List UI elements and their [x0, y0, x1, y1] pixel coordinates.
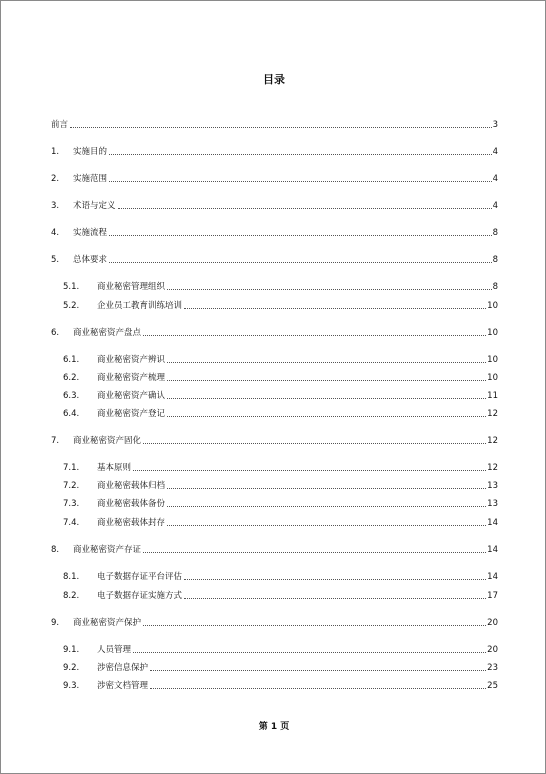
toc-entry-number: 7.: [51, 436, 60, 446]
toc-entry-page: 4: [492, 147, 498, 157]
toc-entry-page: 13: [487, 499, 498, 509]
toc-entry[interactable]: [51, 542, 498, 556]
toc-entry[interactable]: [51, 252, 498, 266]
dot-leader: [167, 416, 486, 417]
toc-entry-number: 7.2.: [63, 481, 80, 491]
toc-entry-page: 10: [487, 301, 498, 311]
toc-subentry[interactable]: [63, 460, 498, 474]
toc-entry-page: 14: [487, 572, 498, 582]
toc-subentry[interactable]: [63, 370, 498, 384]
toc-entry-number: 5.2.: [63, 301, 80, 311]
toc-entry-page: 14: [487, 545, 498, 555]
toc-entry-label: 总体要求: [73, 255, 108, 265]
dot-leader: [133, 652, 486, 653]
toc-entry-number: 7.3.: [63, 499, 80, 509]
dot-leader: [143, 625, 486, 626]
toc-subentry[interactable]: [63, 660, 498, 674]
toc-entry-page: 8: [492, 255, 498, 265]
toc-entry-number: 6.3.: [63, 391, 80, 401]
toc-entry[interactable]: [51, 325, 498, 339]
toc-entry-label: 电子数据存证实施方式: [97, 591, 183, 601]
toc-entry-page: 10: [487, 373, 498, 383]
toc-subentry[interactable]: [63, 352, 498, 366]
toc-title: 目录: [263, 73, 285, 86]
dot-leader: [109, 154, 492, 155]
toc-entry-number: 8.: [51, 545, 60, 555]
dot-leader: [167, 289, 492, 290]
toc-entry-label: 涉密信息保护: [97, 663, 149, 673]
toc-entry-number: 6.: [51, 328, 60, 338]
toc-entry-page: 4: [492, 174, 498, 184]
toc-entry-number: 8.1.: [63, 572, 80, 582]
toc-entry-label: 商业秘密载体备份: [97, 499, 166, 509]
dot-leader: [143, 443, 486, 444]
toc-subentry[interactable]: [63, 478, 498, 492]
dot-leader: [167, 380, 486, 381]
toc-subentry[interactable]: [63, 588, 498, 602]
toc-entry-page: 14: [487, 518, 498, 528]
toc-entry-page: 10: [487, 355, 498, 365]
toc-entry-label: 涉密文档管理: [97, 681, 149, 691]
toc-subentry[interactable]: [63, 496, 498, 510]
toc-subentry[interactable]: [63, 406, 498, 420]
toc-entry-number: 9.3.: [63, 681, 80, 691]
dot-leader: [184, 579, 486, 580]
toc-entry-number: 6.4.: [63, 409, 80, 419]
toc-entry-page: 11: [487, 391, 498, 401]
toc-entry-label: 人员管理: [97, 645, 132, 655]
toc-entry-page: 13: [487, 481, 498, 491]
toc-entry-number: 2.: [51, 174, 60, 184]
page-number-footer: 第 1 页: [258, 722, 290, 732]
toc-entry-label: 商业秘密资产保护: [73, 618, 142, 628]
dot-leader: [143, 335, 486, 336]
dot-leader: [118, 208, 492, 209]
toc-entry-page: 3: [492, 120, 498, 130]
toc-entry-label: 商业秘密资产确认: [97, 391, 166, 401]
dot-leader: [167, 488, 486, 489]
toc-entry-number: 4.: [51, 228, 60, 238]
toc-entry-number: 9.1.: [63, 645, 80, 655]
dot-leader: [109, 181, 492, 182]
toc-entry-label: 商业秘密资产辨识: [97, 355, 166, 365]
toc-entry[interactable]: [51, 225, 498, 239]
dot-leader: [143, 552, 486, 553]
toc-entry-number: 6.2.: [63, 373, 80, 383]
toc-entry-page: 12: [487, 463, 498, 473]
toc-entry-page: 8: [492, 228, 498, 238]
toc-subentry[interactable]: [63, 515, 498, 529]
toc-entry-page: 25: [487, 681, 498, 691]
toc-entry-label: 电子数据存证平台评估: [97, 572, 183, 582]
dot-leader: [184, 308, 486, 309]
toc-entry-page: 10: [487, 328, 498, 338]
toc-entry-label: 商业秘密资产梳理: [97, 373, 166, 383]
toc-entry-page: 17: [487, 591, 498, 601]
toc-entry-number: 9.: [51, 618, 60, 628]
toc-entry-page: 12: [487, 436, 498, 446]
toc-subentry[interactable]: [63, 298, 498, 312]
toc-subentry[interactable]: [63, 279, 498, 293]
toc-entry-page: 4: [492, 201, 498, 211]
toc-entry-page: 20: [487, 618, 498, 628]
toc-entry[interactable]: [51, 615, 498, 629]
toc-entry-label: 实施范围: [73, 174, 108, 184]
toc-entry-number: 5.1.: [63, 282, 80, 292]
toc-entry-page: 23: [487, 663, 498, 673]
toc-entry-label: 商业秘密资产盘点: [73, 328, 142, 338]
toc-entry-label: 商业秘密资产存证: [73, 545, 142, 555]
toc-entry-label: 商业秘密载体封存: [97, 518, 166, 528]
toc-subentry[interactable]: [63, 678, 498, 692]
dot-leader: [167, 362, 486, 363]
toc-entry-label: 商业秘密资产固化: [73, 436, 142, 446]
dot-leader: [133, 470, 486, 471]
toc-entry-label: 实施目的: [73, 147, 108, 157]
toc-entry-number: 7.1.: [63, 463, 80, 473]
toc-subentry[interactable]: [63, 642, 498, 656]
dot-leader: [167, 525, 486, 526]
toc-entry-number: 1.: [51, 147, 60, 157]
toc-entry-label: 术语与定义: [73, 201, 116, 211]
toc-entry-label: 商业秘密载体归档: [97, 481, 166, 491]
toc-entry-preface[interactable]: [51, 117, 498, 131]
toc-entry-label: 实施流程: [73, 228, 108, 238]
toc-subentry[interactable]: [63, 569, 498, 583]
dot-leader: [150, 670, 486, 671]
dot-leader: [109, 235, 492, 236]
toc-entry-number: 5.: [51, 255, 60, 265]
toc-entry[interactable]: [51, 144, 498, 158]
toc-entry-number: 3.: [51, 201, 60, 211]
toc-entry-number: 6.1.: [63, 355, 80, 365]
toc-entry-label: 商业秘密资产登记: [97, 409, 166, 419]
dot-leader: [184, 598, 486, 599]
dot-leader: [70, 127, 492, 128]
toc-entry-label: 前言: [51, 120, 69, 130]
toc-entry-label: 商业秘密管理组织: [97, 282, 166, 292]
toc-entry-number: 9.2.: [63, 663, 80, 673]
toc-subentry[interactable]: [63, 388, 498, 402]
toc-entry-number: 8.2.: [63, 591, 80, 601]
toc-entry-page: 12: [487, 409, 498, 419]
toc-entry-label: 企业员工教育训练培训: [97, 301, 183, 311]
toc-entry[interactable]: [51, 198, 498, 212]
toc-entry-label: 基本原则: [97, 463, 132, 473]
dot-leader: [109, 262, 492, 263]
toc-entry[interactable]: [51, 171, 498, 185]
dot-leader: [167, 398, 486, 399]
dot-leader: [167, 506, 486, 507]
dot-leader: [150, 688, 486, 689]
toc-entry[interactable]: [51, 433, 498, 447]
toc-entry-page: 20: [487, 645, 498, 655]
toc-entry-number: 7.4.: [63, 518, 80, 528]
toc-entry-page: 8: [492, 282, 498, 292]
